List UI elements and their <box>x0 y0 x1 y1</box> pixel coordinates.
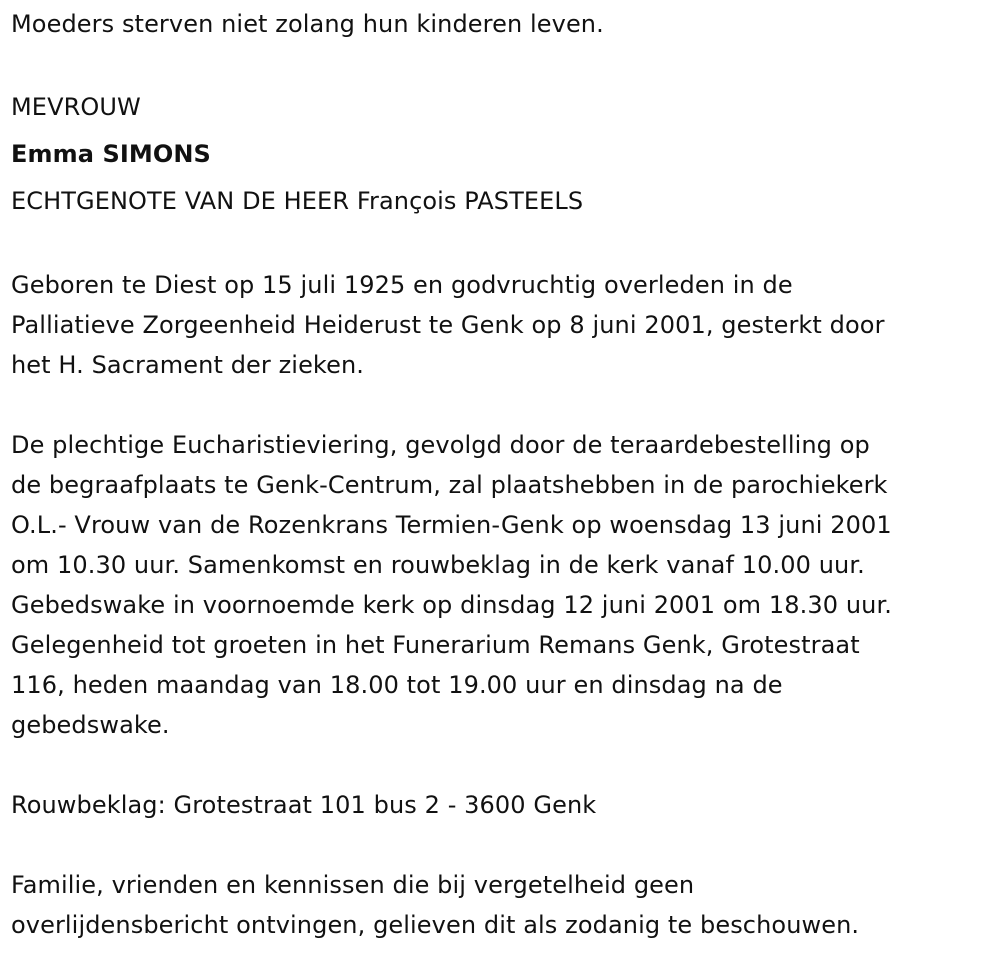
paragraph-line: 116, heden maandag van 18.00 tot 19.00 uur en dinsdag na de <box>11 671 783 699</box>
spacer <box>11 225 988 265</box>
paragraph-line: Familie, vrienden en kennissen die bij vergetelheid geen <box>11 871 695 899</box>
spacer <box>11 745 988 785</box>
spacer <box>11 825 988 865</box>
spacer <box>11 44 988 84</box>
paragraph-line: om 10.30 uur. Samenkomst en rouwbeklag in de kerk vanaf 10.00 uur. <box>11 551 865 579</box>
paragraph-line: de begraafplaats te Genk-Centrum, zal plaatshebben in de parochiekerk <box>11 471 888 499</box>
deceased-name: Emma SIMONS <box>11 140 211 168</box>
condolence-address: Rouwbeklag: Grotestraat 101 bus 2 - 3600 Genk <box>11 791 597 819</box>
paragraph-line: De plechtige Eucharistieviering, gevolgd door de teraardebestelling op <box>11 431 870 459</box>
motto: Moeders sterven niet zolang hun kinderen leven. <box>11 10 604 38</box>
paragraph-line: het H. Sacrament der zieken. <box>11 351 364 379</box>
ceremony-paragraph <box>11 425 988 745</box>
paragraph-line: overlijdensbericht ontvingen, gelieven dit als zodanig te beschouwen. <box>11 911 860 939</box>
paragraph-line: Geboren te Diest op 15 juli 1925 en godvruchtig overleden in de <box>11 271 793 299</box>
paragraph-line: gebedswake. <box>11 711 170 739</box>
birth-death-paragraph <box>11 265 988 385</box>
closing-note <box>11 865 988 945</box>
paragraph-line: Gelegenheid tot groeten in het Funerarium Remans Genk, Grotestraat <box>11 631 860 659</box>
spacer <box>11 385 988 425</box>
spouse-line: ECHTGENOTE VAN DE HEER François PASTEELS <box>11 187 584 215</box>
paragraph-line: Palliatieve Zorgeenheid Heiderust te Genk op 8 juni 2001, gesterkt door <box>11 311 885 339</box>
honorific: MEVROUW <box>11 93 141 121</box>
paragraph-line: O.L.- Vrouw van de Rozenkrans Termien-Genk op woensdag 13 juni 2001 <box>11 511 892 539</box>
paragraph-line: Gebedswake in voornoemde kerk op dinsdag 12 juni 2001 om 18.30 uur. <box>11 591 892 619</box>
